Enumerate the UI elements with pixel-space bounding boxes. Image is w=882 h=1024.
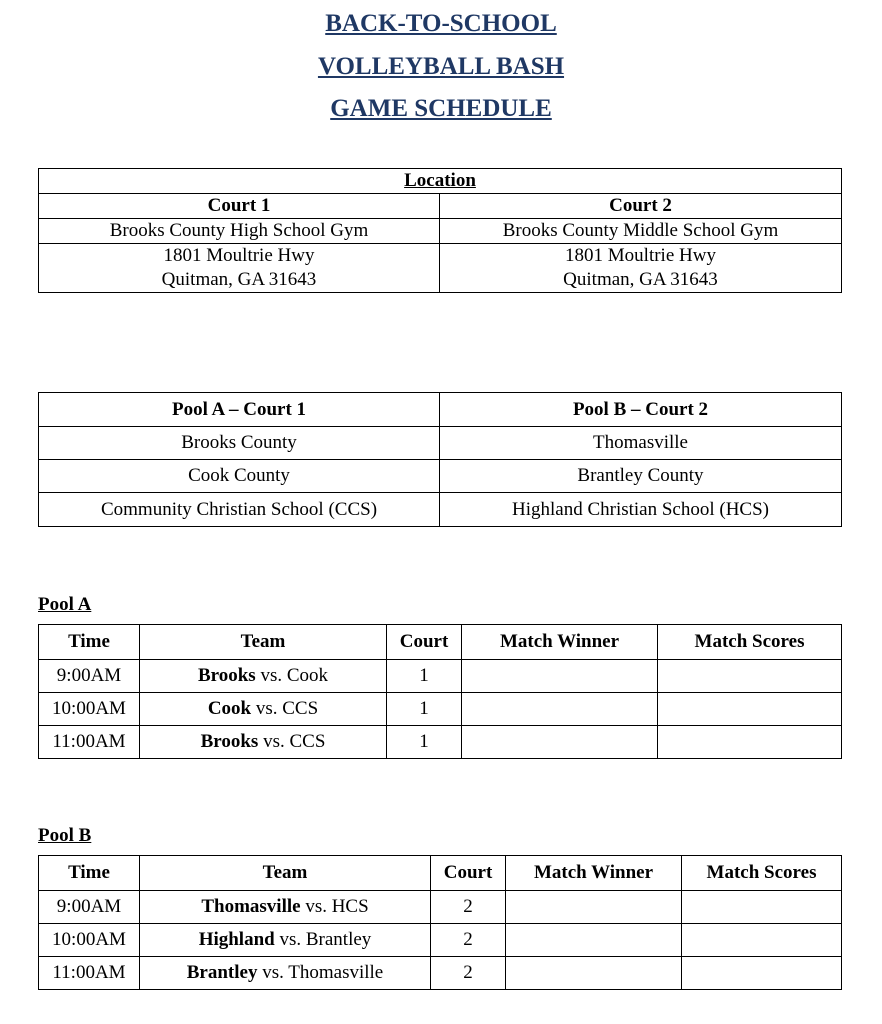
team-first: Brooks <box>200 731 259 752</box>
game-time: 11:00AM <box>39 957 140 990</box>
table-row <box>39 924 842 957</box>
game-court: 1 <box>387 693 462 726</box>
court-1-address <box>39 244 440 293</box>
match-scores-header: Match Scores <box>682 856 842 891</box>
title-line-1: BACK-TO-SCHOOL <box>325 10 557 37</box>
game-court: 2 <box>431 891 506 924</box>
match-winner-cell[interactable] <box>506 957 682 990</box>
team-first: Cook <box>207 698 252 719</box>
pool-a-header: Pool A – Court 1 <box>39 393 440 427</box>
court-2-street: 1801 Moultrie Hwy <box>565 245 716 266</box>
team-rest: vs. CCS <box>251 698 319 719</box>
team-rest: vs. CCS <box>258 731 326 752</box>
game-court: 1 <box>387 726 462 759</box>
pool-b-team: Thomasville <box>440 427 842 460</box>
court-header: Court <box>387 625 462 660</box>
table-row <box>39 693 842 726</box>
court-2-venue: Brooks County Middle School Gym <box>440 219 842 244</box>
team-rest: vs. Brantley <box>274 929 372 950</box>
game-teams <box>140 693 387 726</box>
game-teams <box>140 660 387 693</box>
court-header: Court <box>431 856 506 891</box>
match-winner-header: Match Winner <box>506 856 682 891</box>
game-court: 2 <box>431 957 506 990</box>
pool-a-team: Brooks County <box>39 427 440 460</box>
court-1-street: 1801 Moultrie Hwy <box>163 245 315 266</box>
team-first: Brantley <box>186 962 258 983</box>
pool-a-team: Cook County <box>39 460 440 493</box>
court-1-venue: Brooks County High School Gym <box>39 219 440 244</box>
table-row <box>39 891 842 924</box>
match-winner-cell[interactable] <box>462 660 658 693</box>
match-winner-cell[interactable] <box>506 891 682 924</box>
match-scores-cell[interactable] <box>658 693 842 726</box>
title-line-3: GAME SCHEDULE <box>330 95 552 122</box>
pool-b-header: Pool B – Court 2 <box>440 393 842 427</box>
team-first: Highland <box>198 929 275 950</box>
game-time: 10:00AM <box>39 924 140 957</box>
team-first: Brooks <box>197 665 256 686</box>
location-table <box>38 168 842 293</box>
pool-b-schedule <box>38 855 842 990</box>
match-scores-cell[interactable] <box>658 660 842 693</box>
match-scores-cell[interactable] <box>658 726 842 759</box>
game-teams <box>140 924 431 957</box>
match-winner-cell[interactable] <box>506 924 682 957</box>
court-2-address <box>440 244 842 293</box>
title-line-2: VOLLEYBALL BASH <box>317 53 565 80</box>
pool-b-team: Highland Christian School (HCS) <box>440 493 842 527</box>
game-court: 1 <box>387 660 462 693</box>
time-header: Time <box>39 856 140 891</box>
team-header: Team <box>140 625 387 660</box>
game-teams <box>140 957 431 990</box>
team-rest: vs. Cook <box>255 665 329 686</box>
match-winner-header: Match Winner <box>462 625 658 660</box>
game-time: 9:00AM <box>39 660 140 693</box>
pool-b-title: Pool B <box>38 825 92 846</box>
match-winner-cell[interactable] <box>462 693 658 726</box>
court-1-city: Quitman, GA 31643 <box>161 269 317 290</box>
pool-a-title: Pool A <box>38 594 92 615</box>
pools-table <box>38 392 842 527</box>
team-rest: vs. Thomasville <box>257 962 384 983</box>
pool-b-team: Brantley County <box>440 460 842 493</box>
game-time: 9:00AM <box>39 891 140 924</box>
court-2-city: Quitman, GA 31643 <box>563 269 718 290</box>
pool-a-schedule <box>38 624 842 759</box>
team-header: Team <box>140 856 431 891</box>
game-teams <box>140 891 431 924</box>
game-teams <box>140 726 387 759</box>
match-scores-cell[interactable] <box>682 924 842 957</box>
team-first: Thomasville <box>201 896 301 917</box>
match-winner-cell[interactable] <box>462 726 658 759</box>
game-court: 2 <box>431 924 506 957</box>
table-row <box>39 726 842 759</box>
game-time: 10:00AM <box>39 693 140 726</box>
location-heading: Location <box>39 169 842 194</box>
court-2-heading: Court 2 <box>440 194 842 219</box>
match-scores-cell[interactable] <box>682 957 842 990</box>
table-row <box>39 660 842 693</box>
match-scores-cell[interactable] <box>682 891 842 924</box>
pool-a-team: Community Christian School (CCS) <box>39 493 440 527</box>
match-scores-header: Match Scores <box>658 625 842 660</box>
team-rest: vs. HCS <box>300 896 369 917</box>
table-row <box>39 957 842 990</box>
time-header: Time <box>39 625 140 660</box>
court-1-heading: Court 1 <box>39 194 440 219</box>
game-time: 11:00AM <box>39 726 140 759</box>
